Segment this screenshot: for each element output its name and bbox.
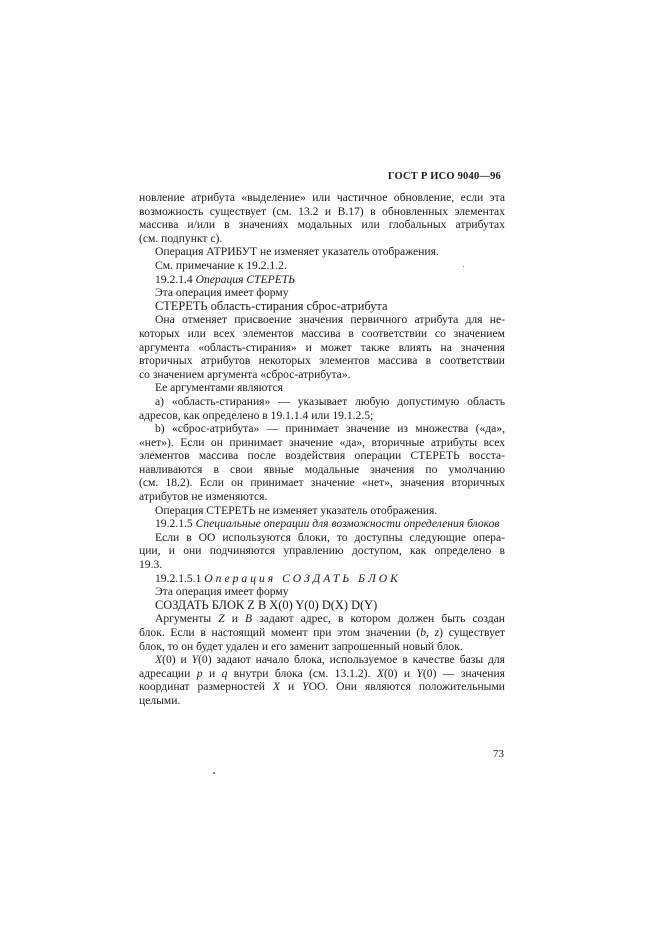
text-line: ции, и они подчиняются управлению доступом, как определено в	[139, 544, 505, 558]
list-item: а) «область-стирания» — указывает любую допустимую область	[155, 394, 505, 408]
text-line: адресации p и q внутри блока (см. 13.1.2). X(0) и Y(0) — значения	[139, 666, 506, 680]
text-line: аргумента «область-стирания» и может также влиять на значения	[139, 340, 505, 354]
section-heading	[139, 273, 505, 287]
text-line: (см. подпункт с).	[139, 231, 223, 245]
text-line: навливаются в свои явные модальные значения по умолчанию	[139, 462, 505, 476]
section-title: Операция СОЗДАТЬ БЛОК	[204, 571, 401, 585]
operation-syntax: СОЗДАТЬ БЛОК Z В X(0) Y(0) D(X) D(Y)	[155, 597, 378, 612]
document-header: ГОСТ Р ИСО 9040—96	[387, 171, 501, 182]
section-heading	[139, 572, 505, 586]
section-number: 19.2.1.5.1	[155, 571, 202, 585]
text-line: элементов массива после воздействия операции СТЕРЕТЬ восста-	[139, 449, 505, 463]
text-line: со значением аргумента «сброс-атрибута».	[139, 367, 351, 381]
text-line: Она отменяет присвоение значения первичного атрибута для не-	[155, 313, 505, 327]
text-line: Аргументы Z и В задают адрес, в котором должен быть создан	[155, 612, 506, 626]
scan-speck	[213, 772, 215, 774]
text-line: 19.3.	[139, 558, 163, 572]
text-line: Операция СТЕРЕТЬ не изменяет указатель отображения.	[155, 503, 438, 517]
page-number: 73	[493, 748, 504, 760]
list-item: b) «сброс-атрибута» — принимает значение из множества («да»,	[155, 422, 505, 436]
text-line: Если в ОО используются блоки, то доступны следующие опера-	[155, 530, 505, 544]
text-line: возможность существует (см. 13.2 и В.17) в обновленных элементах	[139, 204, 505, 218]
text-line: Операция АТРИБУТ не изменяет указатель отображения.	[155, 245, 439, 259]
section-title: Специальные операции для возможности определения блоков	[195, 517, 500, 531]
section-title: Операция СТЕРЕТЬ	[195, 272, 296, 286]
text-line: вторичных атрибутов некоторых элементов массива в соответствии	[139, 354, 505, 368]
text-line: «нет»). Если он принимает значение «да», вторичные атрибуты всех	[139, 435, 505, 449]
text-line: X(0) и Y(0) задают начало блока, используемое в качестве базы для	[155, 653, 506, 667]
text-line: (см. 18.2). Если он принимает значение «нет», значения вторичных	[139, 476, 505, 490]
text-line: блок. Если в настоящий момент при этом значении (b, z) существует	[139, 626, 505, 639]
section-heading	[139, 517, 505, 531]
text-line: целыми.	[139, 693, 181, 707]
operation-syntax: СТЕРЕТЬ область-стирания сброс-атрибута	[155, 298, 388, 313]
text-line: которых или всех элементов массива в соответствии со значением	[139, 326, 505, 340]
text-line: адресов, как определено в 19.1.1.4 или 19.1.2.5;	[139, 408, 374, 422]
text-line: массива и/или в значениях модальных или глобальных атрибутах	[139, 218, 505, 232]
section-number: 19.2.1.4	[155, 272, 193, 286]
text-line: Эта операция имеет форму	[155, 286, 289, 300]
text-line: атрибутов не изменяются.	[139, 490, 268, 504]
text-line: блок, то он будет удален и его заменит запрошенный новый блок.	[139, 639, 463, 653]
text-line: координат размерностей X и YОО. Они являются положительными	[139, 680, 505, 694]
text-line: Ее аргументами являются	[155, 381, 283, 395]
text-line: новление атрибута «выделение» или частичное обновление, если эта	[139, 191, 505, 204]
text-line: См. примечание к 19.2.1.2.	[155, 258, 287, 272]
text-line: Эта операция имеет форму	[155, 585, 289, 599]
document-body	[139, 191, 505, 708]
section-number: 19.2.1.5	[155, 517, 193, 531]
